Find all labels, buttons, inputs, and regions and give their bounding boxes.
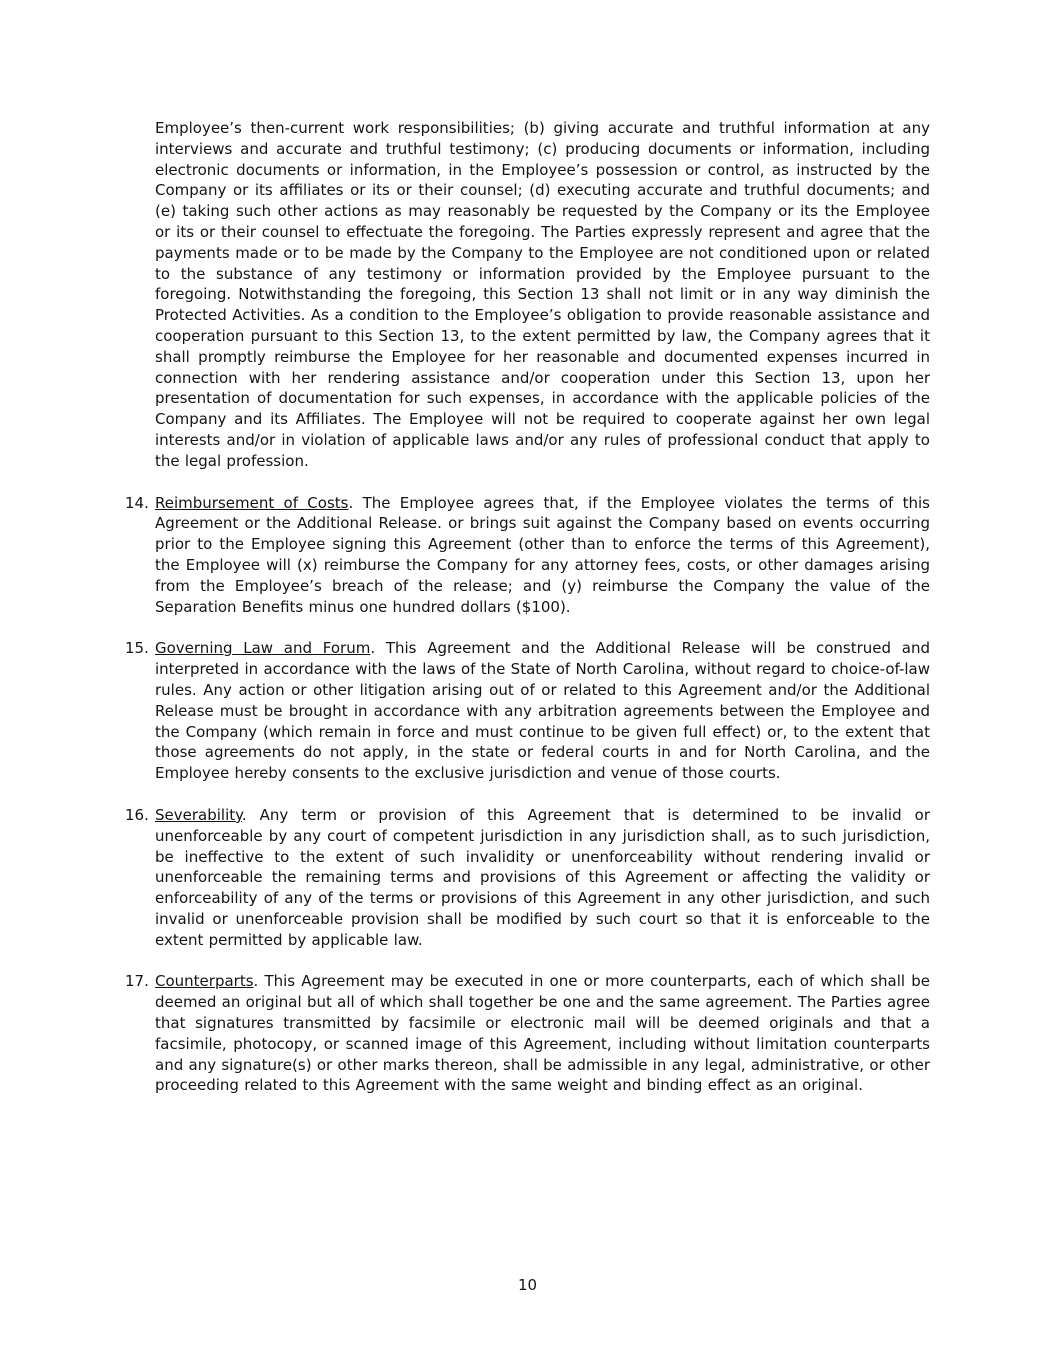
- paragraph-body: . The Employee agrees that, if the Employee violates the terms of this Agreement or the Additional Release. or brings suit against the Company based on events occurring prior to the Employee signing this Agreement (other than to enforce the terms of this Agreement), the Employee will (x) reimburse the Company for any attorney fees, costs, or other damages arising from the Employee’s breach of the release; and (y) reimburse the Company the value of the Separation Benefits minus one hundred dollars ($100).: [155, 493, 930, 616]
- paragraph-number: 17.: [125, 972, 149, 991]
- paragraph-14-reimbursement-of-costs: [125, 493, 930, 618]
- paragraph-heading: Severability: [155, 805, 242, 824]
- paragraph-heading: Counterparts: [155, 972, 254, 991]
- paragraph-body: Employee’s then-current work responsibilities; (b) giving accurate and truthful information at any interviews and accurate and truthful testimony; (c) producing documents or information, including electronic documents or information, in the Employee’s possession or control, as instructed by the Company or its affiliates or its or their counsel; (d) executing accurate and truthful documents; and (e) taking such other actions as may reasonably be requested by the Company or its the Employee or its or their counsel to effectuate the foregoing. The Parties expressly represent and agree that the payments made or to be made by the Company to the Employee are not conditioned upon or related to the substance of any testimony or information provided by the Employee pursuant to the foregoing. Notwithstanding the foregoing, this Section 13 shall not limit or in any way diminish the Protected Activities. As a condition to the Employee’s obligation to provide reasonable assistance and cooperation pursuant to this Section 13, to the extent permitted by law, the Company agrees that it shall promptly reimburse the Employee for her reasonable and documented expenses incurred in connection with her rendering assistance and/or cooperation under this Section 13, upon her presentation of documentation for such expenses, in accordance with the applicable policies of the Company and its Affiliates. The Employee will not be required to cooperate against her own legal interests and/or in violation of applicable laws and/or any rules of professional conduct that apply to the legal profession.: [155, 119, 930, 470]
- page-number: 10: [517, 1276, 538, 1294]
- paragraph-16-severability: [125, 805, 930, 951]
- paragraph-heading: Reimbursement of Costs: [155, 493, 349, 512]
- paragraph-13-continuation: [125, 118, 930, 472]
- paragraph-body: . Any term or provision of this Agreement that is determined to be invalid or unenforceable by any court of competent jurisdiction in any jurisdiction shall, as to such jurisdiction, be ineffective to the extent of such invalidity or unenforceability without rendering invalid or unenforceable the remaining terms and provisions of this Agreement or affecting the validity or enforceability of any of the terms or provisions of this Agreement in any other jurisdiction, and such invalid or unenforceable provision shall be modified by such court so that it is enforceable to the extent permitted by applicable law.: [155, 805, 930, 949]
- paragraph-17-counterparts: [125, 971, 930, 1096]
- paragraph-15-governing-law-and-forum: [125, 638, 930, 784]
- paragraph-body: . This Agreement may be executed in one or more counterparts, each of which shall be deemed an original but all of which shall together be one and the same agreement. The Parties agree that signatures transmitted by facsimile or electronic mail will be deemed originals and that a facsimile, photocopy, or scanned image of this Agreement, including without limitation counterparts and any signature(s) or other marks thereon, shall be admissible in any legal, administrative, or other proceeding related to this Agreement with the same weight and binding effect as an original.: [155, 972, 930, 1095]
- paragraph-heading: Governing Law and Forum: [155, 639, 371, 658]
- paragraph-number: 16.: [125, 805, 149, 824]
- paragraph-number: 15.: [125, 639, 149, 658]
- paragraph-number: 14.: [125, 493, 149, 512]
- paragraph-body: . This Agreement and the Additional Release will be construed and interpreted in accordance with the laws of the State of North Carolina, without regard to choice-of-law rules. Any action or other litigation arising out of or related to this Agreement and/or the Additional Release must be brought in accordance with any arbitration agreements between the Employee and the Company (which remain in force and must continue to be given full effect) or, to the extent that those agreements do not apply, in the state or federal courts in and for North Carolina, and the Employee hereby consents to the exclusive jurisdiction and venue of those courts.: [155, 639, 930, 783]
